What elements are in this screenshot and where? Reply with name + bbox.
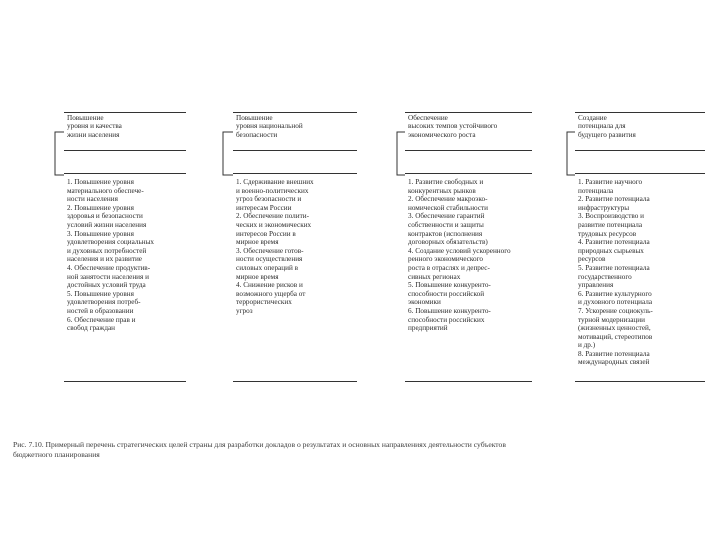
goal-detail-line: 4. Создание условий ускоренного (408, 246, 511, 255)
goal-detail-line: 1. Развитие научного (578, 178, 643, 186)
goal-detail-line: 5. Развитие потенциала (578, 263, 650, 272)
goal-detail-line: мотиваций, стереотипов (578, 332, 653, 341)
goal-detail-line: 6. Повышение конкуренто- (408, 306, 491, 315)
goal-detail-line: государственного (578, 272, 632, 281)
goal-detail-line: 6. Обеспечение прав и (67, 315, 136, 324)
goal-detail-line: населения и их развитие (67, 255, 142, 264)
goal-detail-line: мирное время (236, 272, 279, 281)
goal-detail-line: 2. Обеспечение макроэко- (408, 195, 488, 204)
connector-col-2 (223, 132, 233, 175)
goal-detail-line: номической стабильности (408, 203, 489, 212)
goal-detail-line: 5. Повышение уровня (67, 289, 134, 298)
figure-caption-line-2: бюджетного планирования (13, 449, 100, 459)
goal-detail-line: интересам России (236, 203, 292, 212)
goal-detail-line: мирное время (236, 238, 279, 247)
goal-detail-line: ренного экономического (408, 255, 483, 264)
goal-header-2-line-2: уровня национальной (236, 122, 303, 131)
goal-details-box-4 (575, 173, 705, 382)
goal-detail-line: 1. Сдерживание внешних (236, 178, 314, 186)
goal-header-box-2 (233, 112, 357, 151)
goal-detail-line: 2. Развитие потенциала (578, 195, 650, 204)
goal-detail-line: собственности и защиты (408, 220, 484, 229)
goal-detail-line: роста в отраслях и депрес- (408, 263, 490, 272)
goal-detail-line: управления (578, 281, 614, 290)
goal-details-box-1 (64, 173, 186, 382)
goal-details-box-2 (233, 173, 357, 382)
goal-detail-line: природных сырьевых (578, 246, 644, 255)
goal-detail-line: 3. Обеспечение готов- (236, 246, 304, 255)
connector-col-3 (397, 132, 405, 175)
goal-detail-line: потенциала (578, 186, 614, 195)
goal-detail-line: 2. Повышение уровня (67, 203, 134, 212)
goal-detail-line: достойных условий труда (67, 281, 146, 290)
goal-detail-line: 7. Ускорение социокуль- (578, 306, 653, 315)
goal-detail-line: условий жизни населения (67, 220, 147, 229)
goal-header-box-4 (575, 112, 705, 151)
goal-detail-line: турной модернизации (578, 315, 645, 324)
goal-header-2-line-1: Повышение (236, 114, 273, 122)
goal-header-3-line-1: Обеспечение (408, 114, 448, 122)
goal-detail-line: и др.) (578, 341, 596, 350)
goal-detail-line: ности осуществления (236, 255, 303, 264)
goal-detail-line: свобод граждан (67, 324, 116, 333)
goal-header-1-line-2: уровня и качества (67, 122, 122, 131)
goal-detail-line: 4. Обеспечение продуктив- (67, 263, 151, 272)
goal-detail-line: развитие потенциала (578, 220, 643, 229)
goal-detail-line: здоровья и безопасности (67, 212, 143, 221)
goal-detail-line: ческих и экономических (236, 220, 312, 229)
goal-detail-line: (жизненных ценностей, (578, 324, 651, 333)
goal-detail-line: ной занятости населения и (67, 272, 149, 281)
goal-header-box-3 (405, 112, 532, 151)
goal-detail-line: 4. Снижение рисков и (236, 281, 303, 290)
goal-detail-line: силовых операций в (236, 263, 298, 272)
goal-detail-line: 3. Обеспечение гарантий (408, 212, 485, 221)
goal-detail-line: возможного ущерба от (236, 289, 306, 298)
goal-header-4-line-1: Создание (578, 114, 607, 122)
goal-detail-line: террористических (236, 298, 292, 307)
goal-header-box-1 (64, 112, 186, 151)
goal-detail-line: контрактов (исполнения (408, 229, 483, 238)
goal-header-3-line-2: высоких темпов устойчивого (408, 122, 498, 131)
connector-col-1 (55, 132, 64, 175)
goal-detail-line: ности населения (67, 195, 118, 204)
goal-detail-line: и духовного потенциала (578, 298, 653, 307)
goal-detail-line: 6. Развитие культурного (578, 289, 652, 298)
goal-detail-line: и военно-политических (236, 186, 309, 195)
goal-header-2-line-3: безопасности (236, 130, 278, 139)
goal-detail-line: экономики (408, 298, 441, 307)
goal-header-1-line-3: жизни населения (67, 130, 120, 139)
goal-header-4-line-2: потенциала для (578, 122, 626, 131)
goal-detail-line: 1. Повышение уровня (67, 178, 134, 186)
goal-header-1-line-1: Повышение (67, 114, 104, 122)
goal-header-4-line-3: будущего развития (578, 130, 636, 139)
goal-detail-line: удовлетворения социальных (67, 238, 154, 247)
figure-caption (13, 440, 707, 459)
goal-detail-line: ресурсов (578, 255, 606, 264)
goal-details-box-3 (405, 173, 532, 382)
goal-detail-line: 3. Повышение уровня (67, 229, 134, 238)
goal-detail-line: сивных регионах (408, 272, 461, 281)
goal-detail-line: 4. Развитие потенциала (578, 238, 650, 247)
goal-detail-line: международных связей (578, 358, 650, 367)
goal-detail-line: 5. Повышение конкуренто- (408, 281, 491, 290)
goal-detail-line: конкурентных рынков (408, 186, 476, 195)
goal-detail-line: способности российских (408, 315, 485, 324)
connector-col-4 (567, 132, 575, 175)
goal-detail-line: предприятий (408, 324, 448, 333)
goal-detail-line: угроз (236, 306, 253, 315)
goal-detail-line: 3. Воспроизводство и (578, 212, 644, 221)
goal-detail-line: договорных обязательств) (408, 238, 488, 247)
goal-detail-line: инфраструктуры (578, 203, 630, 212)
figure-caption-line-1: Рис. 7.10. Примерный перечень стратегических целей страны для разработки докладов о результатах и основных направлениях деятельности субъектов (13, 440, 506, 449)
goal-detail-line: удовлетворения потреб- (67, 298, 141, 307)
goal-detail-line: 2. Обеспечение полити- (236, 212, 310, 221)
goal-detail-line: интересов России в (236, 229, 296, 238)
goal-detail-line: трудовых ресурсов (578, 229, 637, 238)
goal-detail-line: и духовных потребностей (67, 246, 147, 255)
goal-header-3-line-3: экономического роста (408, 130, 476, 139)
goal-detail-line: 1. Развитие свободных и (408, 178, 484, 186)
goal-detail-line: угроз безопасности и (236, 195, 302, 204)
goal-detail-line: способности российской (408, 289, 485, 298)
goal-detail-line: материального обеспече- (67, 186, 144, 195)
goal-detail-line: ностей в образовании (67, 306, 134, 315)
goal-detail-line: 8. Развитие потенциала (578, 349, 650, 358)
